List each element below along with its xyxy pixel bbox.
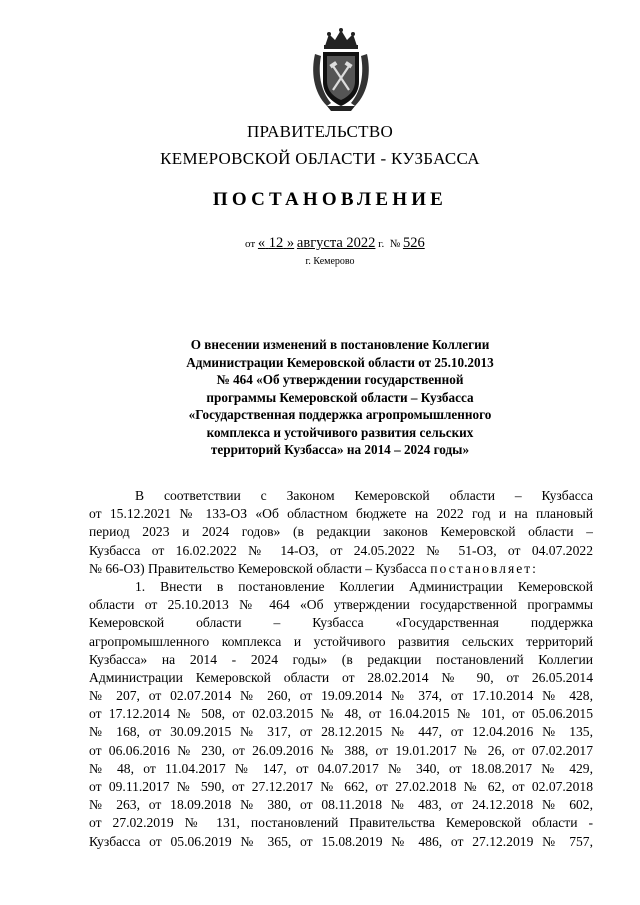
title-line: программы Кемеровской области – Кузбасса [206, 389, 474, 405]
body-line: Кузбасса от 16.02.2022 № 14-ОЗ, от 24.05.2022 № 51-ОЗ, от 04.07.2022 [89, 542, 593, 558]
body-line: Кузбасса от 05.06.2019 № 365, от 15.08.2019 № 486, от 27.12.2019 № 757, [89, 833, 593, 849]
document-number: 526 [402, 235, 425, 251]
document-title [150, 336, 530, 459]
body-line: № 168, от 30.09.2015 № 317, от 28.12.2015 № 447, от 12.04.2016 № 135, [89, 724, 593, 740]
document-type-heading: ПОСТАНОВЛЕНИЕ [212, 189, 448, 210]
date-close-quote: » [286, 235, 295, 251]
city-line: г. Кемерово [305, 256, 355, 267]
date-month-year: августа 2022 [296, 235, 376, 251]
coat-of-arms-emblem [309, 26, 373, 112]
preamble-last-line: № 66-ОЗ) Правительство Кемеровской области – Кузбасса [89, 560, 427, 576]
body-line: Администрации Кемеровской области от 28.02.2014 № 90, от 26.05.2014 [89, 669, 593, 685]
title-line: Администрации Кемеровской области от 25.10.2013 [186, 354, 494, 370]
number-sign: № [389, 238, 401, 250]
title-line: № 464 «Об утверждении государственной [216, 372, 464, 387]
government-name-line-1: ПРАВИТЕЛЬСТВО [246, 122, 394, 141]
title-line: территорий Кузбасса» на 2014 – 2024 годы» [210, 442, 470, 457]
body-line: 1. Внести в постановление Коллегии Администрации Кемеровской [135, 578, 593, 594]
body-line: Кемеровской области – Кузбасса «Государственная поддержка [89, 615, 593, 631]
date-prefix: от [245, 238, 256, 250]
body-line-decree [89, 560, 593, 578]
body-line: от 15.12.2021 № 133-ОЗ «Об областном бюджете на 2022 год и на плановый [89, 506, 593, 522]
government-name-line-2: КЕМЕРОВСКОЙ ОБЛАСТИ - КУЗБАССА [160, 149, 480, 168]
body-line: области от 25.10.2013 № 464 «Об утверждении государственной программы [89, 597, 593, 613]
body-line: № 263, от 18.09.2018 № 380, от 08.11.2018 № 483, от 24.12.2018 № 602, [89, 797, 593, 813]
title-line: комплекса и устойчивого развития сельских [206, 424, 474, 440]
date-day: 12 [268, 235, 284, 251]
decree-word: постановляет: [430, 560, 538, 576]
body-line: от 17.12.2014 № 508, от 02.03.2015 № 48, от 16.04.2015 № 101, от 05.06.2015 [89, 706, 593, 722]
body-line: Кузбасса» на 2014 - 2024 годы» (в редакции постановлений Коллегии [89, 651, 593, 667]
body-line: от 09.11.2017 № 590, от 27.12.2017 № 662, от 27.02.2018 № 62, от 02.07.2018 [89, 779, 593, 794]
body-line: В соответствии с Законом Кемеровской области – Кузбасса [135, 488, 593, 503]
body-line: агропромышленного комплекса и устойчивого развития сельских территорий [89, 633, 593, 649]
title-line: О внесении изменений в постановление Коллегии [190, 337, 490, 352]
date-open-quote: « [257, 235, 266, 251]
body-line: период 2023 и 2024 годов» (в редакции законов Кемеровской области – [89, 524, 593, 540]
date-number-line [245, 235, 425, 252]
document-body [89, 487, 593, 851]
title-line: «Государственная поддержка агропромышленного [188, 407, 492, 422]
body-line: от 27.02.2019 № 131, постановлений Правительства Кемеровской области - [89, 815, 593, 831]
body-line: № 207, от 02.07.2014 № 260, от 19.09.2014 № 374, от 17.10.2014 № 428, [89, 688, 593, 704]
body-line: от 06.06.2016 № 230, от 26.09.2016 № 388, от 19.01.2017 № 26, от 07.02.2017 [89, 742, 593, 758]
date-year-suffix: г. [378, 238, 385, 250]
body-line: № 48, от 11.04.2017 № 147, от 04.07.2017 № 340, от 18.08.2017 № 429, [89, 760, 593, 776]
